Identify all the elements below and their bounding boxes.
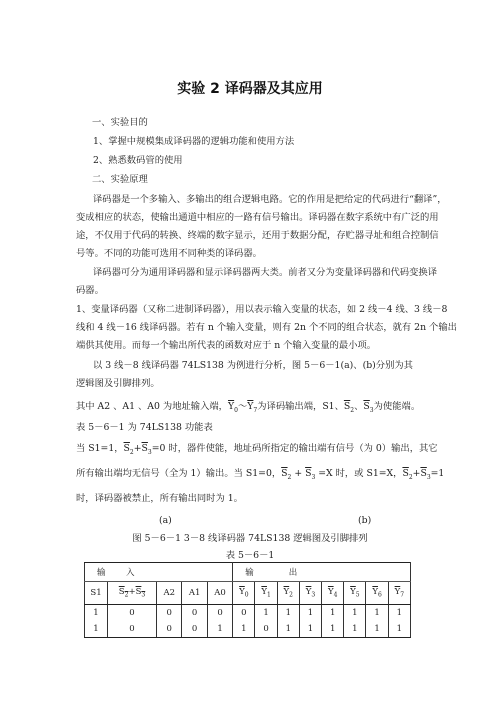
table-row	[85, 605, 411, 622]
enable-description-line: 所有输出端均无信号（全为 1）输出。当 S1=0，$\overline{S}_2 + \overline{S}_3 =X$ 时，或 S1=X，$\overline{S}_2+\overline{S}_3=1$	[76, 468, 445, 481]
column-header: A2	[157, 582, 182, 605]
table-cell: 0	[157, 621, 182, 638]
paragraph-line: 1、变量译码器（又称二进制译码器），用以表示输入变量的状态，如 2 线－4 线、3 线－8	[76, 304, 448, 315]
table-cell: 1	[388, 621, 410, 638]
paragraph-line: 以 3 线－8 线译码器 74LS138 为例进行分析，图 5－6－1(a)、(b)分别为其	[93, 360, 413, 371]
paragraph-line: 译码器可分为通用译码器和显示译码器两大类。前者又分为变量译码器和代码变换译	[93, 267, 437, 278]
column-header: $\overline{Y}_0$	[233, 582, 255, 605]
table-cell: 1	[277, 621, 299, 638]
column-header: A1	[182, 582, 207, 605]
table-cell: 0	[182, 605, 207, 622]
figure-caption: 图 5－6－1 3－8 线译码器 74LS138 逻辑图及引脚排列	[132, 533, 368, 544]
table-cell: 0	[255, 621, 277, 638]
column-header: $\overline{Y}_7$	[388, 582, 410, 605]
table-cell: 1	[85, 605, 108, 622]
table-cell: 1	[233, 621, 255, 638]
objective-item: 1、掌握中规模集成译码器的逻辑功能和使用方法	[93, 136, 295, 147]
column-header: $\overline{Y}_3$	[299, 582, 321, 605]
table-cell: 1	[85, 621, 108, 638]
table-cell: 1	[207, 621, 232, 638]
page-title: 实验 2 译码器及其应用	[177, 81, 323, 97]
column-header: $\overline{Y}_6$	[366, 582, 388, 605]
paragraph-line: 号等。不同的功能可选用不同种类的译码器。	[76, 248, 262, 259]
table-cell: 0	[108, 605, 157, 622]
truth-table	[84, 562, 411, 638]
section-heading: 一、实验目的	[92, 117, 148, 128]
output-group-header: 输 出	[233, 563, 411, 582]
paragraph-line: 变成相应的状态，使输出通道中相应的一路有信号输出。译码器在数字系统中有广泛的用	[76, 212, 439, 223]
table-cell: 0	[182, 621, 207, 638]
figure-label-a: (a)	[159, 515, 172, 526]
table-cell: 1	[344, 605, 366, 622]
table-cell: 1	[322, 605, 344, 622]
table-cell: 1	[344, 621, 366, 638]
table-group-header	[85, 563, 411, 582]
figure-label-b: (b)	[358, 515, 372, 526]
table-column-header-row	[85, 582, 411, 605]
table-cell: 0	[157, 605, 182, 622]
paragraph-line: 表 5－6－1 为 74LS138 功能表	[76, 422, 213, 433]
column-header: S1	[85, 582, 108, 605]
table-cell: 1	[255, 605, 277, 622]
table-cell: 1	[366, 605, 388, 622]
table-cell: 1	[299, 605, 321, 622]
input-group-header: 输 入	[85, 563, 233, 582]
pin-description-line: 其中 A2 、A1 、A0 为地址输入端，$\overline{Y}_0\sim\overline{Y}_7$为译码输出端，S1、$\overline{S}_2$、$\overline{S}_3$为使能端。	[76, 401, 421, 414]
table-cell: 1	[322, 621, 344, 638]
paragraph-line: 逻辑图及引脚排列。	[76, 378, 160, 389]
column-header: $S_2+S_3$	[108, 582, 157, 605]
paragraph-line: 端供其使用。而每一个输出所代表的函数对应于 n 个输入变量的最小项。	[76, 340, 377, 351]
paragraph-line: 途，不仅用于代码的转换、终端的数字显示，还用于数据分配，存贮器寻址和组合控制信	[76, 230, 439, 241]
table-cell: 1	[277, 605, 299, 622]
column-header: A0	[207, 582, 232, 605]
paragraph-line: 译码器是一个多输入、多输出的组合逻辑电路。它的作用是把给定的代码进行“翻译”，	[93, 194, 447, 205]
table-cell: 1	[388, 605, 410, 622]
table-cell: 1	[299, 621, 321, 638]
objective-item: 2、熟悉数码管的使用	[93, 155, 183, 166]
paragraph-line: 码器。	[76, 285, 104, 296]
paragraph-line: 时，译码器被禁止，所有输出同时为 1。	[76, 493, 243, 504]
paragraph-line: 线和 4 线－16 线译码器。若有 n 个输入变量，则有 2n 个不同的组合状态，就有 2n 个输出	[76, 322, 457, 333]
section-heading: 二、实验原理	[92, 174, 148, 185]
table-cell: 0	[108, 621, 157, 638]
column-header: $\overline{Y}_5$	[344, 582, 366, 605]
table-cell: 0	[207, 605, 232, 622]
table-cell: 1	[366, 621, 388, 638]
table-title: 表 5－6－1	[225, 550, 275, 561]
column-header: $\overline{Y}_1$	[255, 582, 277, 605]
column-header: $\overline{Y}_2$	[277, 582, 299, 605]
table-row	[85, 621, 411, 638]
table-cell: 0	[233, 605, 255, 622]
enable-description-line: 当 S1=1，$\overline{S}_2+\overline{S}_3=0$ 时，器件使能，地址码所指定的输出端有信号（为 0）输出，其它	[76, 443, 438, 456]
column-header: $\overline{Y}_4$	[322, 582, 344, 605]
